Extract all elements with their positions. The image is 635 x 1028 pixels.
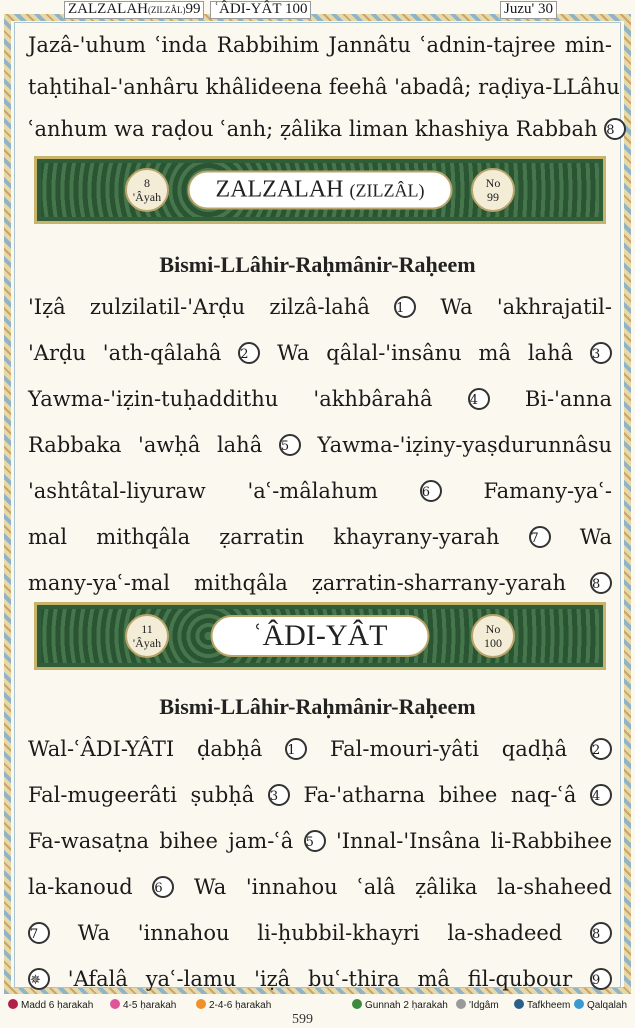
ayah-number: 4 xyxy=(468,388,490,410)
ayah-number: 8 xyxy=(604,118,626,140)
ayah-number: 6 xyxy=(420,480,442,502)
ayah-number: 6 xyxy=(152,876,174,898)
legend-item: 4-5 ḥarakah xyxy=(110,996,176,1016)
ayah-number: 1 xyxy=(285,738,307,760)
verse-line xyxy=(28,292,612,322)
ayah-number: ✵ xyxy=(28,968,50,990)
verse-text: la-kanoud xyxy=(28,875,133,899)
verse-line xyxy=(28,964,612,994)
ayah-number: 1 xyxy=(394,296,416,318)
surah-number-badge: No 100 xyxy=(471,614,515,658)
verse-text: many-yaʿ-mal mithqâla ẓarratin-sharrany-yarah xyxy=(28,571,567,595)
surah-title: ʿÂDI-YÂT xyxy=(211,615,430,657)
ayah-number: 2 xyxy=(238,342,260,364)
legend-dot xyxy=(110,999,120,1009)
ayah-number: 5 xyxy=(279,434,301,456)
verse-text: mal mithqâla ẓarratin khayrany-yarah xyxy=(28,525,500,549)
ayah-number: 2 xyxy=(590,738,612,760)
header-right: Juzu' 30 xyxy=(500,1,557,19)
ayah-number: 3 xyxy=(268,784,290,806)
ayah-number: 8 xyxy=(590,572,612,594)
ayah-number: 3 xyxy=(590,342,612,364)
verse-line xyxy=(28,826,612,856)
verse-text: 'Iẓâ zulzilatil-'Arḍu zilzâ-lahâ xyxy=(28,295,370,319)
header-left: ZALZALAH(ZILZÂL)99 xyxy=(64,1,204,19)
ayah-number: 5 xyxy=(304,830,326,852)
verse-text: Wa 'akhrajatil- xyxy=(440,295,612,319)
verse-text: Fal-mugeerâti ṣubḥâ xyxy=(28,783,255,807)
tajweed-legend xyxy=(4,996,631,1016)
legend-dot xyxy=(196,999,206,1009)
verse-text: Wal-ʿÂDI-YÂTI ḍabḥâ xyxy=(28,737,263,761)
legend-item: Madd 6 ḥarakah xyxy=(8,996,93,1016)
verse-line xyxy=(28,338,612,368)
verse-text: Fal-mouri-yâti qadḥâ xyxy=(330,737,568,761)
ayah-number: 8 xyxy=(590,922,612,944)
legend-item: 'Idgâm xyxy=(456,996,499,1016)
verse-line xyxy=(28,568,612,598)
verse-line xyxy=(28,476,612,506)
verse-text: Fa-'atharna bihee naq-ʿâ xyxy=(303,783,577,807)
verse-text: Fa-wasaṭna bihee jam-ʿâ xyxy=(28,829,294,853)
legend-dot xyxy=(8,999,18,1009)
verse-line: ʿanhum wa raḍou ʿanh; ẓâlika liman khashiya Rabbah 8 xyxy=(28,114,612,144)
ayah-count-badge: 8 'Âyah xyxy=(125,168,169,212)
verse-text: 'Arḍu 'ath-qâlahâ xyxy=(28,341,222,365)
verse-line xyxy=(28,872,612,902)
verse-text: Yawma-'iẓiny-yaṣdurunnâsu xyxy=(317,433,612,457)
ayah-number: 9 xyxy=(590,968,612,990)
bismillah: Bismi-LLâhir-Raḥmânir-Raḥeem xyxy=(159,694,476,719)
legend-item: Qalqalah xyxy=(574,996,627,1016)
surah-title: ZALZALAH (ZILZÂL) xyxy=(188,171,453,210)
surah-number-badge: No 99 xyxy=(471,168,515,212)
verse-text: 'ashtâtal-liyuraw 'aʿ-mâlahum xyxy=(28,479,378,503)
surah-banner xyxy=(34,156,606,224)
verse-line: Jazâ-'uhum ʿinda Rabbihim Jannâtu ʿadnin-tajree min- xyxy=(28,33,612,57)
verse-text: Wa 'innahou ʿalâ ẓâlika la-shaheed xyxy=(194,875,612,899)
verse-text: Wa xyxy=(579,525,612,549)
legend-dot xyxy=(514,999,524,1009)
verse-text: 'Innal-'Insâna li-Rabbihee xyxy=(335,829,612,853)
verse-line xyxy=(28,918,612,948)
verse-text: 'Afalâ yaʿ-lamu 'iẓâ buʿ-thira mâ fil-qubour xyxy=(67,967,573,991)
verse-text: Famany-yaʿ- xyxy=(483,479,612,503)
verse-text: Rabbaka 'awḥâ lahâ xyxy=(28,433,263,457)
legend-item: Gunnah 2 ḥarakah xyxy=(352,996,448,1016)
legend-dot xyxy=(456,999,466,1009)
legend-item: 2-4-6 ḥarakah xyxy=(196,996,271,1016)
header-center: ʿÂDI-YÂT 100 xyxy=(210,1,311,19)
verse-text: Wa qâlal-'insânu mâ lahâ xyxy=(277,341,574,365)
verse-line xyxy=(28,734,612,764)
bismillah: Bismi-LLâhir-Raḥmânir-Raḥeem xyxy=(159,252,476,277)
ayah-number: 7 xyxy=(529,526,551,548)
verse-line xyxy=(28,430,612,460)
page-header xyxy=(0,0,635,18)
surah-banner xyxy=(34,602,606,670)
ayah-number: 7 xyxy=(28,922,50,944)
verse-line xyxy=(28,522,612,552)
legend-dot xyxy=(574,999,584,1009)
verse-line xyxy=(28,780,612,810)
verse-text: Wa 'innahou li-ḥubbil-khayri la-shadeed xyxy=(77,921,563,945)
page-number: 599 xyxy=(292,1012,313,1027)
verse-text: Yawma-'iẓin-tuḥaddithu 'akhbârahâ xyxy=(28,387,433,411)
verse-text: Bi-'anna xyxy=(524,387,612,411)
verse-line xyxy=(28,384,612,414)
legend-dot xyxy=(352,999,362,1009)
verse-line: taḥtihal-'anhâru khâlideena feehâ 'abadâ; raḍiya-LLâhu xyxy=(28,75,620,99)
legend-item: Tafkheem xyxy=(514,996,570,1016)
ayah-number: 4 xyxy=(590,784,612,806)
ayah-count-badge: 11 'Âyah xyxy=(125,614,169,658)
